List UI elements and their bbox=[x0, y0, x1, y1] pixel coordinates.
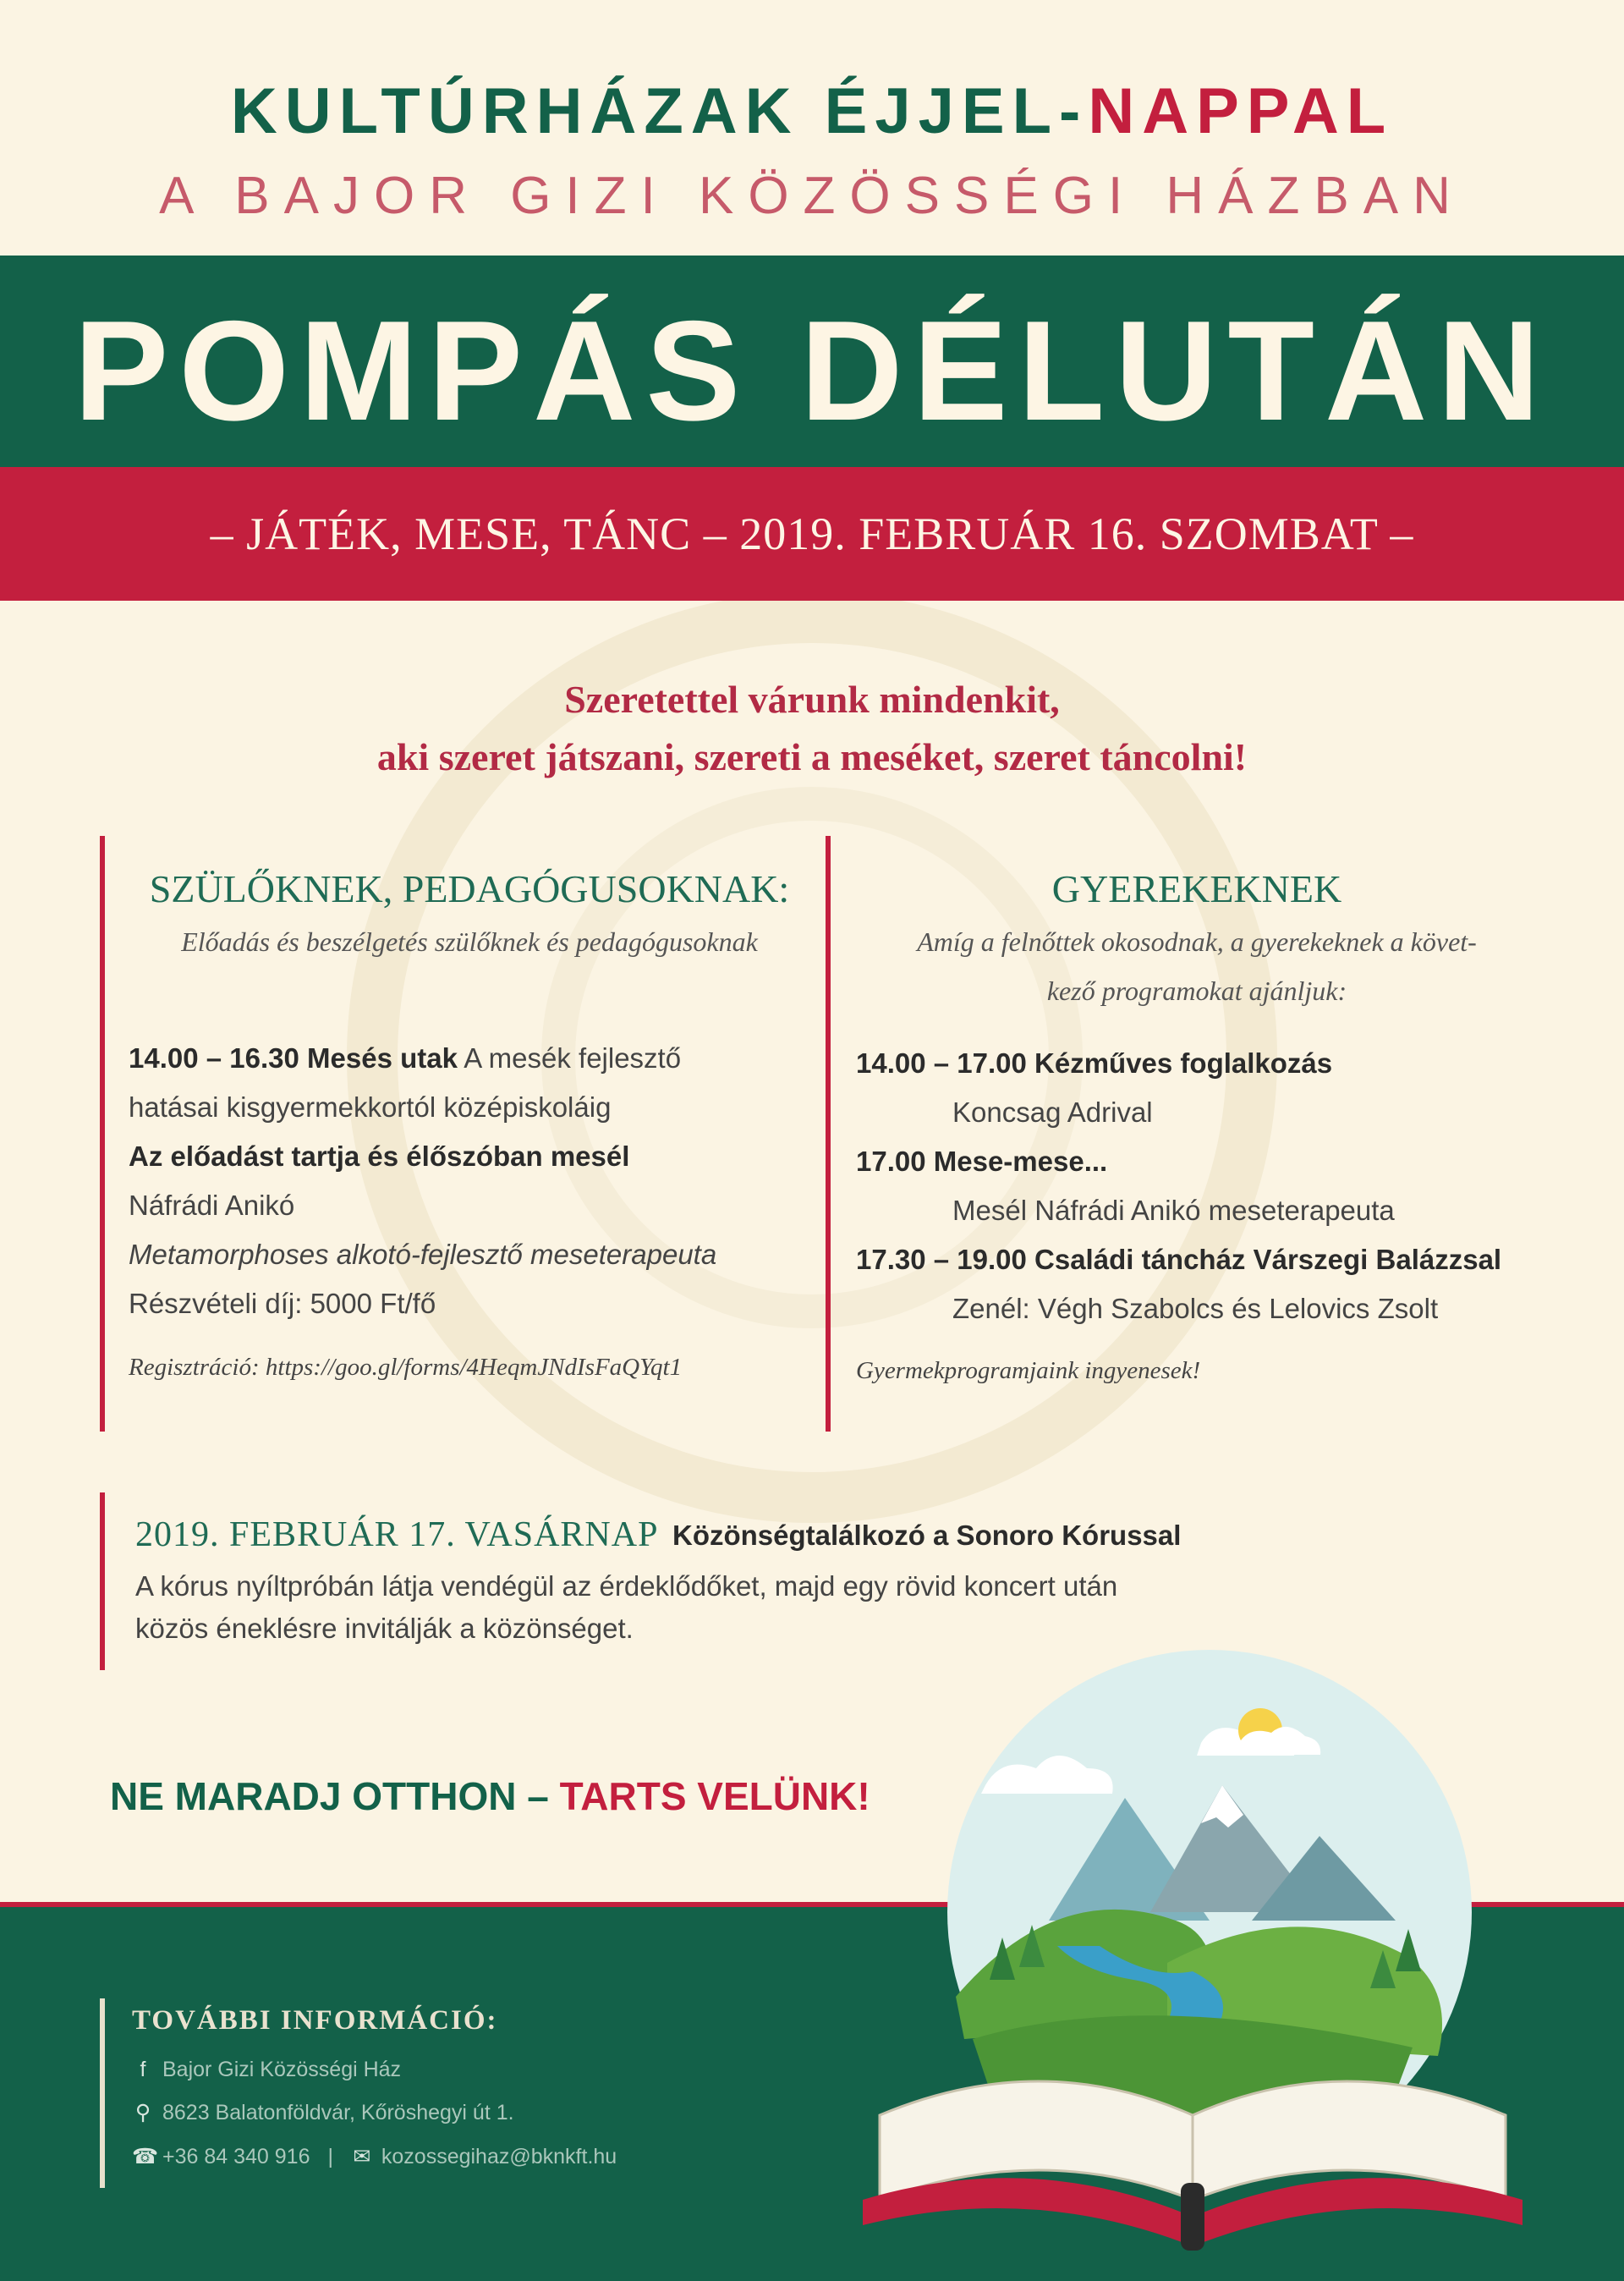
parents-session-desc: A mesék fejlesztő bbox=[457, 1042, 682, 1074]
cta-part-1: NE MARADJ OTTHON – bbox=[110, 1774, 560, 1818]
phone-label[interactable]: +36 84 340 916 bbox=[162, 2145, 310, 2168]
parents-session-time: 14.00 – 16.30 Mesés utak bbox=[129, 1042, 458, 1074]
facebook-icon: f bbox=[140, 2058, 146, 2081]
book-globe-illustration bbox=[846, 1641, 1539, 2267]
sunday-bar bbox=[100, 1492, 105, 1670]
header-line-1-part2: NAPPAL bbox=[1088, 75, 1394, 147]
header-line-1 bbox=[0, 74, 1624, 148]
children-item-detail: Mesél Náfrádi Anikó meseterapeuta bbox=[952, 1195, 1395, 1226]
registration-link[interactable]: Regisztráció: https://goo.gl/forms/4HeqmJNdIsFaQYqt1 bbox=[129, 1354, 683, 1381]
book-spine bbox=[1181, 2183, 1204, 2251]
footer-address bbox=[132, 2100, 514, 2125]
footer-contact bbox=[132, 2144, 617, 2169]
presenter-role: Metamorphoses alkotó-fejlesztő meseterapeuta bbox=[129, 1239, 717, 1270]
sunday-desc-2: közös éneklésre invitálják a közönséget. bbox=[135, 1613, 634, 1644]
parents-session bbox=[129, 1042, 681, 1075]
page-title: POMPÁS DÉLUTÁN bbox=[74, 291, 1550, 450]
left-column-bar bbox=[100, 836, 105, 1432]
right-column-bar bbox=[826, 836, 831, 1432]
children-item-title: 17.30 – 19.00 Családi táncház Várszegi Balázzsal bbox=[856, 1244, 1502, 1275]
children-subheading-1: Amíg a felnőttek okosodnak, a gyerekeknek a követ- bbox=[917, 926, 1477, 957]
email-icon: ✉ bbox=[353, 2145, 371, 2168]
header-line-2: A BAJOR GIZI KÖZÖSSÉGI HÁZBAN bbox=[159, 167, 1465, 225]
phone-icon: ☎ bbox=[132, 2145, 159, 2168]
contact-separator: | bbox=[327, 2145, 333, 2168]
cta-part-2: TARTS VELÜNK! bbox=[559, 1774, 870, 1818]
children-item-title: 14.00 – 17.00 Kézműves foglalkozás bbox=[856, 1047, 1333, 1079]
event-subtitle: – JÁTÉK, MESE, TÁNC – 2019. FEBRUÁR 16. SZOMBAT – bbox=[210, 508, 1414, 559]
sunday-date: 2019. FEBRUÁR 17. VASÁRNAP bbox=[135, 1515, 659, 1554]
parents-heading: SZÜLŐKNEK, PEDAGÓGUSOKNAK: bbox=[149, 867, 790, 910]
footer-facebook[interactable] bbox=[132, 2058, 401, 2082]
children-free-note: Gyermekprogramjaink ingyenesek! bbox=[856, 1357, 1201, 1384]
participation-fee: Részvételi díj: 5000 Ft/fő bbox=[129, 1288, 436, 1319]
parents-session-desc-2: hatásai kisgyermekkortól középiskoláig bbox=[129, 1091, 612, 1123]
footer-title: TOVÁBBI INFORMÁCIÓ: bbox=[132, 2005, 498, 2036]
children-subheading-2: kező programokat ajánljuk: bbox=[1046, 976, 1347, 1006]
location-pin-icon: ⚲ bbox=[134, 2101, 151, 2124]
intro-line-2: aki szeret játszani, szereti a meséket, szeret táncolni! bbox=[376, 735, 1248, 778]
footer-bar bbox=[100, 1998, 105, 2188]
parents-subheading: Előadás és beszélgetés szülőknek és pedagógusoknak bbox=[181, 926, 758, 957]
sunday-title: Közönségtalálkozó a Sonoro Kórussal bbox=[672, 1520, 1182, 1551]
intro-line-1: Szeretettel várunk mindenkit, bbox=[564, 678, 1060, 721]
presenter-label: Az előadást tartja és élőszóban mesél bbox=[129, 1140, 630, 1172]
email-label[interactable]: kozossegihaz@bknkft.hu bbox=[381, 2145, 617, 2168]
address-label: 8623 Balatonföldvár, Kőröshegyi út 1. bbox=[162, 2101, 514, 2124]
presenter-name: Náfrádi Anikó bbox=[129, 1190, 295, 1221]
children-heading: GYEREKEKNEK bbox=[1051, 867, 1342, 910]
children-item-detail: Zenél: Végh Szabolcs és Lelovics Zsolt bbox=[952, 1293, 1439, 1324]
header-line-1-part1: KULTÚRHÁZAK ÉJJEL- bbox=[230, 75, 1089, 147]
sunday-desc-1: A kórus nyíltpróbán látja vendégül az érdeklődőket, majd egy rövid koncert után bbox=[135, 1570, 1118, 1602]
children-item-title: 17.00 Mese-mese... bbox=[856, 1146, 1108, 1177]
call-to-action bbox=[110, 1773, 870, 1819]
facebook-label: Bajor Gizi Közösségi Ház bbox=[162, 2058, 402, 2081]
children-item-detail: Koncsag Adrival bbox=[952, 1097, 1153, 1128]
